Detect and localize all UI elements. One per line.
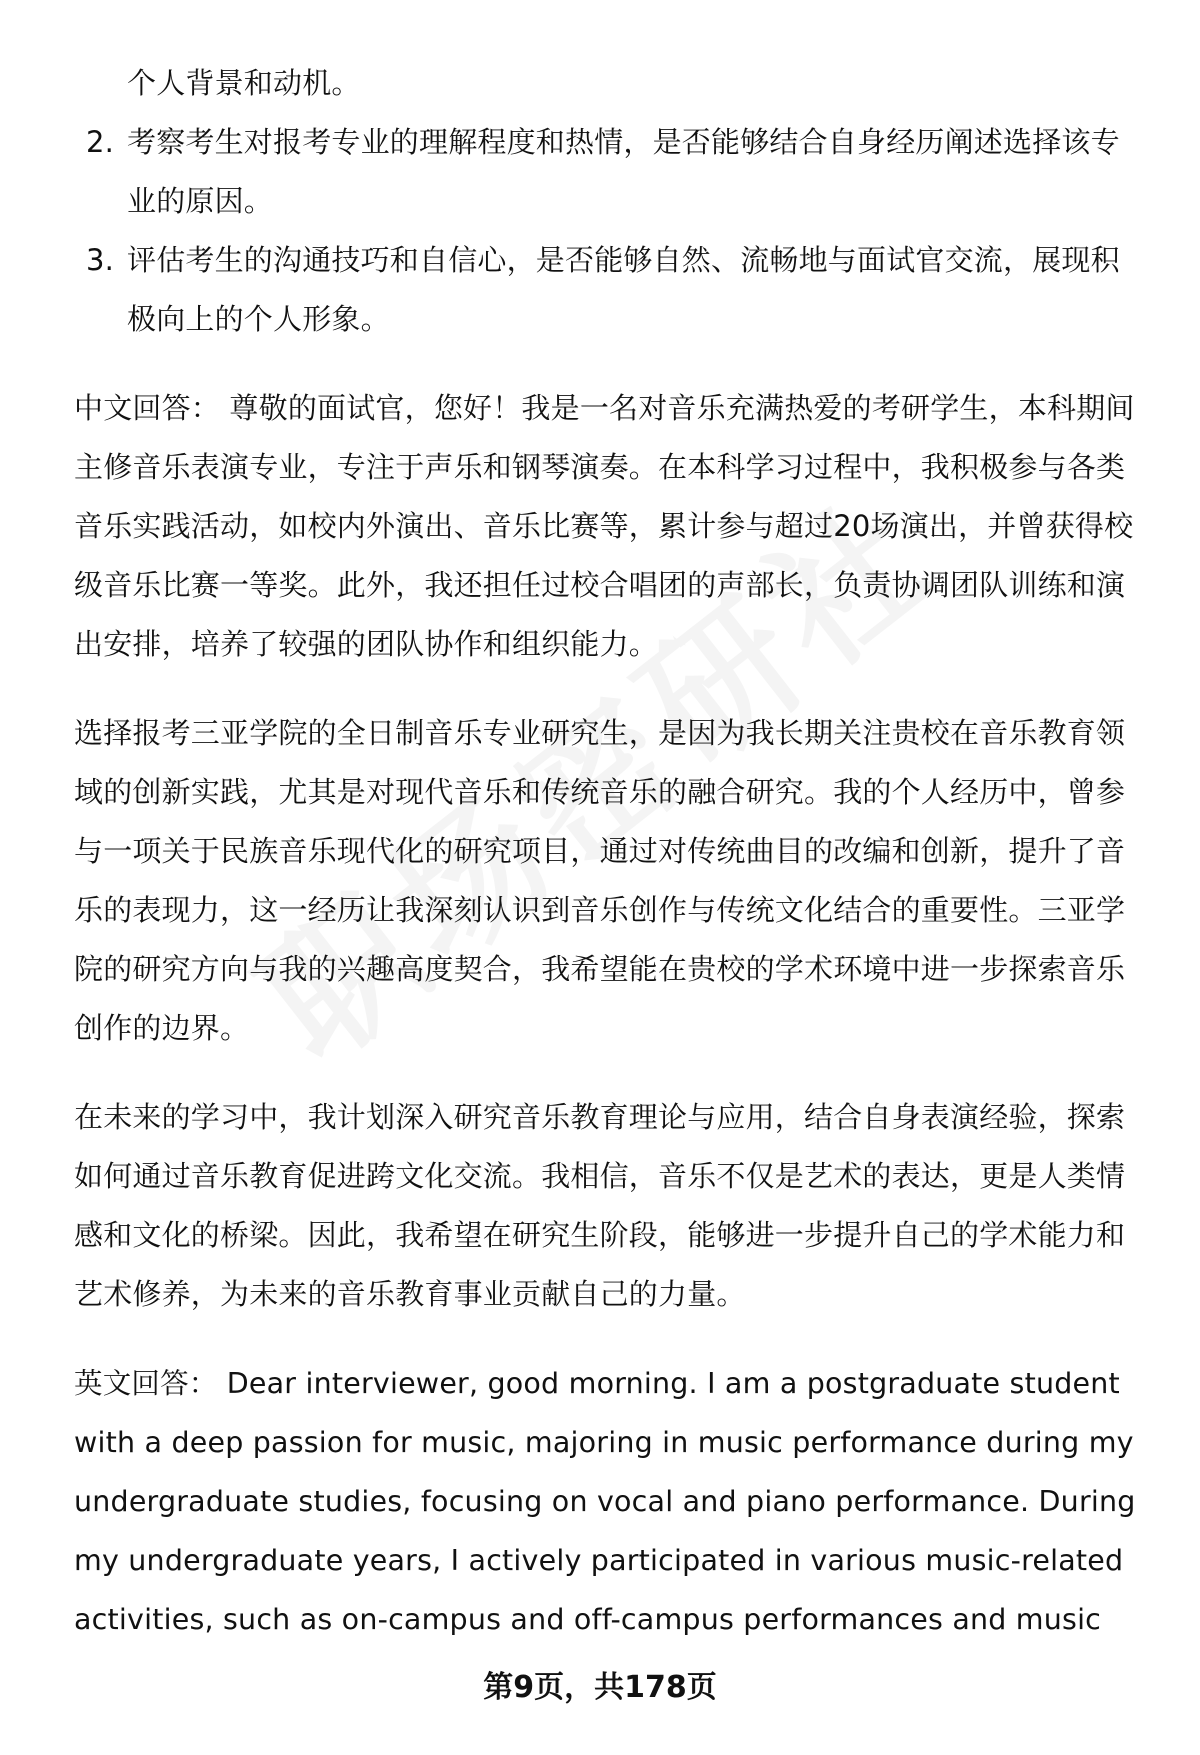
text-line: 英文回答： Dear interviewer, good morning. I am a postgraduate student: [74, 1367, 1120, 1400]
text-line: 艺术修养，为未来的音乐教育事业贡献自己的力量。: [74, 1277, 746, 1311]
text-line: 选择报考三亚学院的全日制音乐专业研究生，是因为我长期关注贵校在音乐教育领: [74, 716, 1126, 750]
text-line: 中文回答： 尊敬的面试官，您好！我是一名对音乐充满热爱的考研学生，本科期间: [74, 391, 1135, 425]
list-item-text: [127, 231, 1120, 349]
text-line: 主修音乐表演专业，专注于声乐和钢琴演奏。在本科学习过程中，我积极参与各类: [74, 450, 1126, 484]
text-line: 院的研究方向与我的兴趣高度契合，我希望能在贵校的学术环境中进一步探索音乐: [74, 952, 1126, 986]
chinese-answer-paragraph-3: [74, 1088, 1154, 1324]
chinese-answer-paragraph-1: [74, 379, 1154, 674]
text-line: 业的原因。: [127, 184, 274, 218]
text-line: activities, such as on-campus and off-campus performances and music: [74, 1603, 1102, 1636]
text-line: 域的创新实践，尤其是对现代音乐和传统音乐的融合研究。我的个人经历中，曾参: [74, 775, 1126, 809]
text-line: 级音乐比赛一等奖。此外，我还担任过校合唱团的声部长，负责协调团队训练和演: [74, 568, 1126, 602]
text-line: 极向上的个人形象。: [127, 302, 390, 336]
list-item-2: [74, 113, 1154, 231]
list-item-3: [74, 231, 1154, 349]
text-line: 乐的表现力，这一经历让我深刻认识到音乐创作与传统文化结合的重要性。三亚学: [74, 893, 1126, 927]
chinese-answer-paragraph-2: [74, 704, 1154, 1058]
text-line: 考察考生对报考专业的理解程度和热情，是否能够结合自身经历阐述选择该专: [127, 125, 1120, 159]
text-line: undergraduate studies, focusing on vocal and piano performance. During: [74, 1485, 1136, 1518]
text-line: with a deep passion for music, majoring in music performance during my: [74, 1426, 1134, 1459]
page-number-footer: 第9页，共178页: [483, 1670, 717, 1705]
list-item-text: [127, 113, 1120, 231]
text-line: 在未来的学习中，我计划深入研究音乐教育理论与应用，结合自身表演经验，探索: [74, 1100, 1126, 1134]
text-line: 创作的边界。: [74, 1011, 250, 1045]
english-answer-paragraph: [74, 1354, 1154, 1649]
list-item-1-continuation: 个人背景和动机。: [127, 66, 361, 100]
text-line: 音乐实践活动，如校内外演出、音乐比赛等，累计参与超过20场演出，并曾获得校: [74, 509, 1134, 543]
text-line: 评估考生的沟通技巧和自信心，是否能够自然、流畅地与面试官交流，展现积: [127, 243, 1120, 277]
text-line: 感和文化的桥梁。因此，我希望在研究生阶段，能够进一步提升自己的学术能力和: [74, 1218, 1126, 1252]
document-body: [74, 54, 1154, 1649]
text-line: my undergraduate years, I actively participated in various music-related: [74, 1544, 1124, 1577]
text-line: 如何通过音乐教育促进跨文化交流。我相信，音乐不仅是艺术的表达，更是人类情: [74, 1159, 1126, 1193]
list-number: 3.: [86, 243, 115, 277]
text-line: 与一项关于民族音乐现代化的研究项目，通过对传统曲目的改编和创新，提升了音: [74, 834, 1126, 868]
list-number: 2.: [86, 125, 115, 159]
text-line: 出安排，培养了较强的团队协作和组织能力。: [74, 627, 659, 661]
